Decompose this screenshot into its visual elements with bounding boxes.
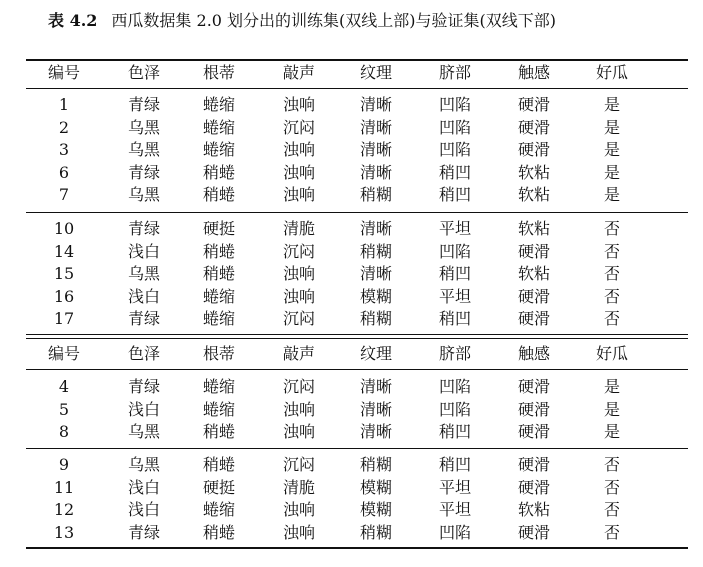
- table-cell: 清晰: [359, 95, 392, 114]
- table-cell: 沉闷: [282, 309, 315, 329]
- table-cell: 软粘: [517, 264, 550, 284]
- table-row: [26, 162, 688, 184]
- table-cell: 蜷缩: [202, 95, 235, 114]
- table-cell: 稍糊: [359, 185, 392, 205]
- double-rule-top: [26, 334, 688, 335]
- table-cell: 稍蜷: [202, 522, 235, 542]
- table-cell: 6: [58, 162, 70, 182]
- column-header: 好瓜: [595, 344, 628, 363]
- table-cell: 3: [58, 140, 70, 160]
- table-cell: 清晰: [359, 422, 392, 442]
- table-cell: 稍蜷: [202, 422, 235, 442]
- table-cell: 沉闷: [282, 455, 315, 474]
- column-header: 触感: [517, 344, 550, 363]
- table-row: [26, 263, 688, 285]
- table-row: [26, 139, 688, 161]
- table-cell: 浅白: [127, 477, 160, 497]
- table-cell: 15: [53, 264, 75, 284]
- table-cell: 模糊: [359, 500, 392, 520]
- table-cell: 硬滑: [517, 399, 550, 419]
- table-number: 表 4.2: [48, 11, 98, 30]
- table-cell: 硬挺: [202, 477, 235, 497]
- table-cell: 稍糊: [359, 522, 392, 542]
- header-row: [26, 62, 688, 84]
- column-header: 纹理: [359, 63, 392, 82]
- table-cell: 凹陷: [438, 140, 471, 160]
- table-row: [26, 117, 688, 139]
- table-cell: 1: [58, 95, 70, 114]
- table-cell: 5: [58, 399, 70, 419]
- column-header: 脐部: [438, 63, 471, 82]
- table-cell: 浊响: [282, 286, 315, 306]
- table-cell: 青绿: [127, 309, 160, 329]
- table-cell: 沉闷: [282, 377, 315, 396]
- top-rule: [26, 59, 688, 61]
- table-title: 西瓜数据集 2.0 划分出的训练集(双线上部)与验证集(双线下部): [111, 11, 557, 30]
- table-cell: 硬滑: [517, 422, 550, 442]
- table-cell: 稍蜷: [202, 241, 235, 261]
- table-row: [26, 218, 688, 240]
- table-cell: 否: [603, 522, 620, 542]
- table-cell: 平坦: [438, 219, 471, 238]
- group-rule: [26, 212, 688, 213]
- bottom-rule: [26, 547, 688, 549]
- table-cell: 是: [603, 95, 620, 114]
- table-cell: 平坦: [438, 500, 471, 520]
- table-cell: 否: [603, 286, 620, 306]
- table-cell: 模糊: [359, 477, 392, 497]
- table-cell: 清晰: [359, 219, 392, 238]
- double-rule-bottom: [26, 338, 688, 339]
- table-cell: 乌黑: [127, 117, 160, 137]
- column-header: 编号: [47, 63, 80, 82]
- table-cell: 凹陷: [438, 117, 471, 137]
- table-cell: 乌黑: [127, 264, 160, 284]
- table-cell: 是: [603, 185, 620, 205]
- table-cell: 浊响: [282, 185, 315, 205]
- table-cell: 硬滑: [517, 95, 550, 114]
- table-cell: 浊响: [282, 264, 315, 284]
- table-cell: 蜷缩: [202, 377, 235, 396]
- table-cell: 乌黑: [127, 422, 160, 442]
- table-cell: 浊响: [282, 162, 315, 182]
- table-cell: 浊响: [282, 500, 315, 520]
- table-cell: 浊响: [282, 522, 315, 542]
- table-cell: 硬滑: [517, 241, 550, 261]
- table-cell: 清脆: [282, 477, 315, 497]
- table-cell: 稍凹: [438, 264, 471, 284]
- table-row: [26, 94, 688, 116]
- table-row: [26, 477, 688, 499]
- table-cell: 清脆: [282, 219, 315, 238]
- table-cell: 软粘: [517, 162, 550, 182]
- header-rule: [26, 88, 688, 89]
- table-cell: 凹陷: [438, 377, 471, 396]
- table-cell: 是: [603, 377, 620, 396]
- table-cell: 否: [603, 241, 620, 261]
- table-cell: 稍凹: [438, 185, 471, 205]
- table-cell: 17: [53, 309, 75, 329]
- table-cell: 凹陷: [438, 241, 471, 261]
- table-cell: 软粘: [517, 500, 550, 520]
- column-header: 编号: [47, 344, 80, 363]
- table-row: [26, 421, 688, 443]
- table-cell: 蜷缩: [202, 140, 235, 160]
- table-cell: 硬挺: [202, 219, 235, 238]
- table-cell: 16: [53, 286, 75, 306]
- table-cell: 沉闷: [282, 117, 315, 137]
- table-cell: 稍糊: [359, 309, 392, 329]
- table-cell: 稍蜷: [202, 264, 235, 284]
- table-row: [26, 241, 688, 263]
- table-cell: 青绿: [127, 95, 160, 114]
- table-cell: 稍凹: [438, 455, 471, 474]
- table-cell: 否: [603, 477, 620, 497]
- table-cell: 平坦: [438, 286, 471, 306]
- table-row: [26, 454, 688, 476]
- column-header: 敲声: [282, 63, 315, 82]
- table-cell: 否: [603, 500, 620, 520]
- table-cell: 凹陷: [438, 522, 471, 542]
- table-row: [26, 184, 688, 206]
- column-header: 根蒂: [202, 63, 235, 82]
- validation-header-rule: [26, 369, 688, 370]
- table-cell: 稍蜷: [202, 455, 235, 474]
- table-cell: 14: [53, 241, 75, 261]
- table-cell: 蜷缩: [202, 399, 235, 419]
- table-cell: 清晰: [359, 399, 392, 419]
- table-cell: 硬滑: [517, 455, 550, 474]
- table-cell: 软粘: [517, 185, 550, 205]
- table-cell: 清晰: [359, 140, 392, 160]
- table-cell: 是: [603, 140, 620, 160]
- table-cell: 清晰: [359, 377, 392, 396]
- table-cell: 11: [53, 477, 75, 497]
- table-cell: 硬滑: [517, 477, 550, 497]
- table-cell: 凹陷: [438, 399, 471, 419]
- table-cell: 硬滑: [517, 117, 550, 137]
- table-row: [26, 399, 688, 421]
- table-cell: 凹陷: [438, 95, 471, 114]
- table-cell: 乌黑: [127, 185, 160, 205]
- table-cell: 硬滑: [517, 286, 550, 306]
- table-cell: 青绿: [127, 377, 160, 396]
- table-cell: 平坦: [438, 477, 471, 497]
- table-cell: 蜷缩: [202, 117, 235, 137]
- table-cell: 浅白: [127, 500, 160, 520]
- table-cell: 浊响: [282, 422, 315, 442]
- table-cell: 12: [53, 500, 75, 520]
- column-header: 色泽: [127, 344, 160, 363]
- table-cell: 否: [603, 309, 620, 329]
- table-cell: 清晰: [359, 264, 392, 284]
- table-cell: 青绿: [127, 522, 160, 542]
- table-cell: 稍凹: [438, 162, 471, 182]
- column-header: 触感: [517, 63, 550, 82]
- validation-header-row: [26, 343, 688, 365]
- table-cell: 硬滑: [517, 309, 550, 329]
- table-cell: 蜷缩: [202, 309, 235, 329]
- table-cell: 7: [58, 185, 70, 205]
- table-cell: 青绿: [127, 219, 160, 238]
- table-cell: 4: [58, 377, 70, 396]
- table-row: [26, 308, 688, 330]
- table-cell: 8: [58, 422, 70, 442]
- table-cell: 稍凹: [438, 309, 471, 329]
- table-cell: 浅白: [127, 241, 160, 261]
- table-cell: 稍凹: [438, 422, 471, 442]
- table-cell: 稍糊: [359, 241, 392, 261]
- column-header: 好瓜: [595, 63, 628, 82]
- column-header: 纹理: [359, 344, 392, 363]
- table-cell: 乌黑: [127, 140, 160, 160]
- table-cell: 浊响: [282, 95, 315, 114]
- table-cell: 2: [58, 117, 70, 137]
- table-cell: 模糊: [359, 286, 392, 306]
- table-cell: 是: [603, 117, 620, 137]
- table-cell: 否: [603, 219, 620, 238]
- table-cell: 10: [53, 219, 75, 238]
- table-cell: 稍糊: [359, 455, 392, 474]
- table-row: [26, 522, 688, 544]
- validation-group-rule: [26, 448, 688, 449]
- table-cell: 13: [53, 522, 75, 542]
- table-cell: 蜷缩: [202, 500, 235, 520]
- table-cell: 浊响: [282, 140, 315, 160]
- table-cell: 硬滑: [517, 522, 550, 542]
- table-cell: 浅白: [127, 399, 160, 419]
- table-cell: 否: [603, 455, 620, 474]
- table-cell: 稍蜷: [202, 162, 235, 182]
- table-cell: 浅白: [127, 286, 160, 306]
- column-header: 根蒂: [202, 344, 235, 363]
- table-cell: 乌黑: [127, 455, 160, 474]
- column-header: 色泽: [127, 63, 160, 82]
- table-cell: 否: [603, 264, 620, 284]
- table-row: [26, 286, 688, 308]
- table-row: [26, 376, 688, 398]
- table-cell: 硬滑: [517, 377, 550, 396]
- table-cell: 软粘: [517, 219, 550, 238]
- table-cell: 青绿: [127, 162, 160, 182]
- table-cell: 硬滑: [517, 140, 550, 160]
- table-row: [26, 499, 688, 521]
- table-cell: 稍蜷: [202, 185, 235, 205]
- table-cell: 沉闷: [282, 241, 315, 261]
- table-cell: 是: [603, 162, 620, 182]
- table-cell: 是: [603, 399, 620, 419]
- table-cell: 蜷缩: [202, 286, 235, 306]
- column-header: 敲声: [282, 344, 315, 363]
- table-cell: 清晰: [359, 117, 392, 137]
- column-header: 脐部: [438, 344, 471, 363]
- table-cell: 是: [603, 422, 620, 442]
- table-caption: [48, 10, 688, 32]
- table-cell: 浊响: [282, 399, 315, 419]
- table-cell: 清晰: [359, 162, 392, 182]
- table-cell: 9: [58, 455, 70, 474]
